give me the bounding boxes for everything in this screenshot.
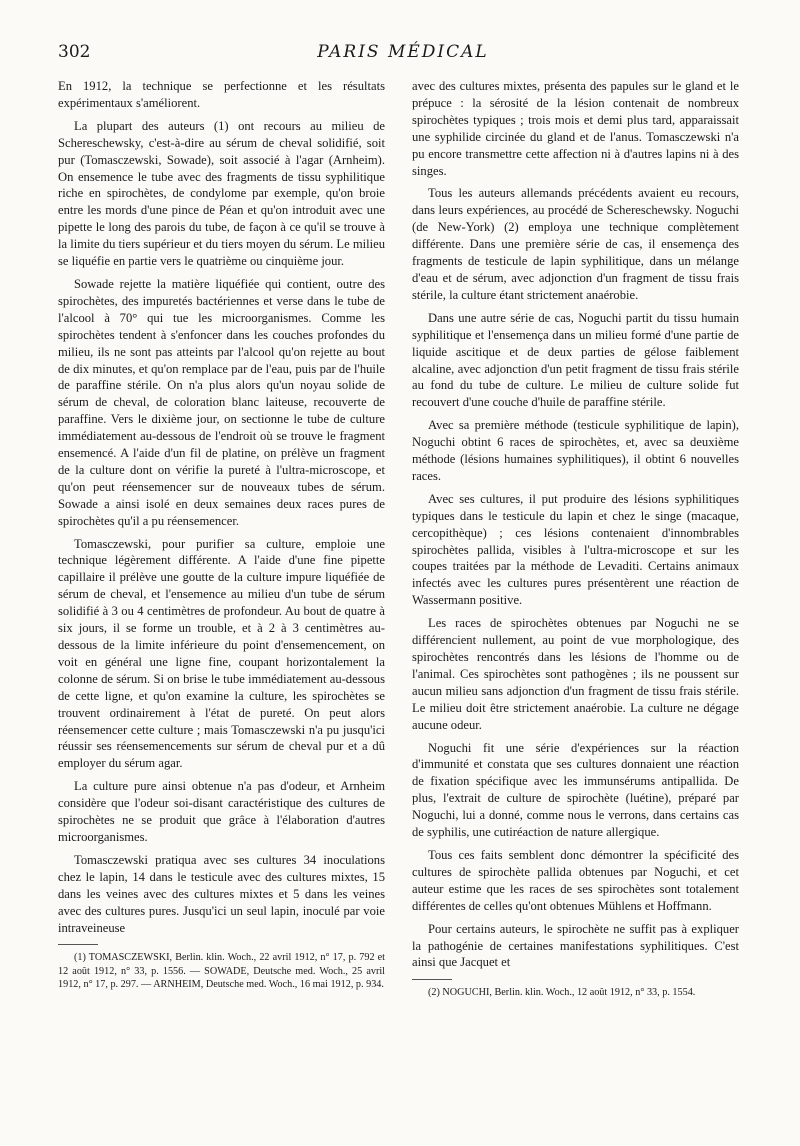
paragraph: Tomasczewski pratiqua avec ses cultures 34 inoculations chez le lapin, 14 dans le testicule avec des cultures mixtes, 15 dans les veines avec des cultures mixtes et 5 dans les veines avec des cultures pures. Jusqu'ici un seul lapin, inoculé par voie intraveineuse [58,852,385,935]
page-number: 302 [58,42,91,62]
paragraph: Tomasczewski, pour purifier sa culture, emploie une technique légèrement différente. A l'aide d'une fine pipette capillaire il prélève une goutte de la culture impure liquéfiée de sérum de cheval, et l'ensemence au milieu d'un tube de sérum solidifié à 3 ou 4 centimètres de profondeur. Au bout de quatre à six jours, il se forme un trouble, et à 2 à 3 centimètres au-dessous de la limite inférieure du point d'ensemencement, on voit en général une ligne fine, coupant horizontalement la colonne de sérum. Si on brise le tube immédiatement au-dessous de cette ligne, et qu'on examine la culture, les spirochètes se trouvent ordinairement à l'état de pureté. On peut alors réensemencer cette culture ; mais Tomasczewski n'a pu jusqu'ici réussir ses réensemencements sur sérum de cheval pur et a dû employer du sérum agar. [58,536,385,771]
paragraph: Noguchi fit une série d'expériences sur la réaction d'immunité et constata que ses cultures donnaient une réaction de fixation spécifique avec les immunsérums antipallida. De plus, l'extrait de culture de spirochète (luétine), préparé par Noguchi, lui a donné, comme nous le verrons, dans certains cas de syphilis, une cutiréaction de nature allergique. [412,740,739,840]
paragraph: Tous les auteurs allemands précédents avaient eu recours, dans leurs expériences, au procédé de Schereschewsky. Noguchi (de New-York) (2) employa une technique complètement différente. Dans une première série de cas, il ensemença des fragments de testicule de lapin syphilitique, dans un mélange d'eau et de sérum, avec adjonction d'un fragment de tissu frais stérile, la culture étant strictement anaérobie. [412,186,739,302]
running-title: PARIS MÉDICAL [317,42,489,62]
paragraph: avec des cultures mixtes, présenta des papules sur le gland et le prépuce : la sérosité de la lésion contenait de nombreux spirochètes typiques ; trois mois et demi plus tard, apparaissait une syphilide circinée du gland et de l'anus. Tomasczewski n'a pu encore transmettre cette affection ni à d'autres lapins ni à des singes. [412,79,739,178]
paragraph: Les races de spirochètes obtenues par Noguchi ne se différencient nullement, au point de vue morphologique, des spirochètes rencontrés dans les lésions de l'homme ou de l'animal. Ces spirochètes sont pathogènes ; ils ne poussent sur aucun milieu sans adjonction d'un fragment de tissu frais stérile. Le milieu doit être strictement anaérobie. La culture ne dégage aucune odeur. [412,616,739,732]
paragraph: Sowade rejette la matière liquéfiée qui contient, outre des spirochètes, des impuretés bactériennes et verse dans le tube de l'alcool à 70° qui tue les microorganismes. Comme les spirochètes tendent à s'enfoncer dans les couches profondes du milieu, ils ne sont pas atteints par l'alcool qu'on rejette au bout de dix minutes, et qu'on remplace par de l'eau, puis par de l'huile de paraffine stérile. On n'a plus alors qu'un noyau solide de sérum de cheval, de coloration blanc laiteuse, recouverte de paraffine. Vers le dixième jour, on sectionne le tube de culture immédiatement au-dessous de l'endroit où se trouve le fragment ensemencé. A l'aide d'un fil de platine, on prélève un fragment de la culture dont on vérifie la pureté à l'ultra-microscope, et qu'on peut réensemencer sur de nouveaux tubes de sérum. Sowade a ainsi isolé en deux semaines deux races pures de spirochètes qu'il a pu réensemencer. [58,276,385,528]
paragraph: Tous ces faits semblent donc démontrer la spécificité des cultures de spirochète pallida obtenues par Noguchi, et cet auteur estime que les races de ses spirochètes sont totalement différentes de celles qu'ont obtenues Mühlens et Hoffmann. [412,847,739,913]
footnote-divider [58,944,98,945]
paragraph: La plupart des auteurs (1) ont recours au milieu de Schereschewsky, c'est-à-dire au sérum de cheval solidifié, soit pur (Tomasczewski, Sowade), soit associé à l'agar (Arnheim). On ensemence le tube avec des fragments de tissu syphilitique riche en spirochètes, de condylome par exemple, qu'on broie entre les mords d'une pince de Péan et qu'on introduit avec une pipette le long des parois du tube, de façon à ce qu'il se trouve à la limite du tiers supérieur et du tiers moyen du sérum. Le milieu se liquéfie en partie vers le quatrième ou cinquième jour. [58,118,386,269]
paragraph: La culture pure ainsi obtenue n'a pas d'odeur, et Arnheim considère que l'odeur soi-disant caractéristique des cultures de spirochètes ne se produit que grâce à l'élaboration d'autres microorganismes. [58,779,385,844]
paragraph: Avec sa première méthode (testicule syphilitique de lapin), Noguchi obtint 6 races de spirochètes, et, avec sa deuxième méthode (lésions humaines syphilitiques), il obtint 6 nouvelles races. [412,418,739,483]
paragraph: Pour certains auteurs, le spirochète ne suffit pas à expliquer la pathogénie de certaines manifestations syphilitiques. C'est ainsi que Jacquet et [412,921,739,970]
paragraph: Avec ses cultures, il put produire des lésions syphilitiques typiques dans le testicule du lapin et chez le singe (macaque, cercopithèque) ; ces lésions contenaient d'innombrables spirochètes pallida, visibles à l'ultra-microscope et sur les coupes traitées par la méthode de Levaditi. Certains animaux infectés avec les cultures pures présentèrent une réaction de Wassermann positive. [412,491,739,608]
page-header [58,42,748,68]
right-column [412,78,739,1006]
paragraph: Dans une autre série de cas, Noguchi partit du tissu humain syphilitique et l'ensemença dans un milieu formé d'une partie de liquide ascitique et de deux parties de gélose faiblement alcaline, avec adjonction d'un petit fragment de tissu frais stérile au fond du tube de culture. Le milieu de culture solide fut recouvert d'une couche d'huile de paraffine stérile. [412,310,739,410]
footnote: (1) TOMASCZEWSKI, Berlin. klin. Woch., 22 avril 1912, n° 17, p. 792 et 12 août 1912, n° 33, p. 1556. — SOWADE, Deutsche med. Woch., 25 avril 1912, n° 17, p. 297. — ARNHEIM, Deutsche med. Woch., 16 mai 1912, p. 934. [58,952,385,991]
paragraph: En 1912, la technique se perfectionne et les résultats expérimentaux s'améliorent. [58,79,385,110]
left-column [58,78,385,998]
footnote: (2) NOGUCHI, Berlin. klin. Woch., 12 août 1912, n° 33, p. 1554. [428,987,696,999]
footnote-divider [412,979,452,980]
